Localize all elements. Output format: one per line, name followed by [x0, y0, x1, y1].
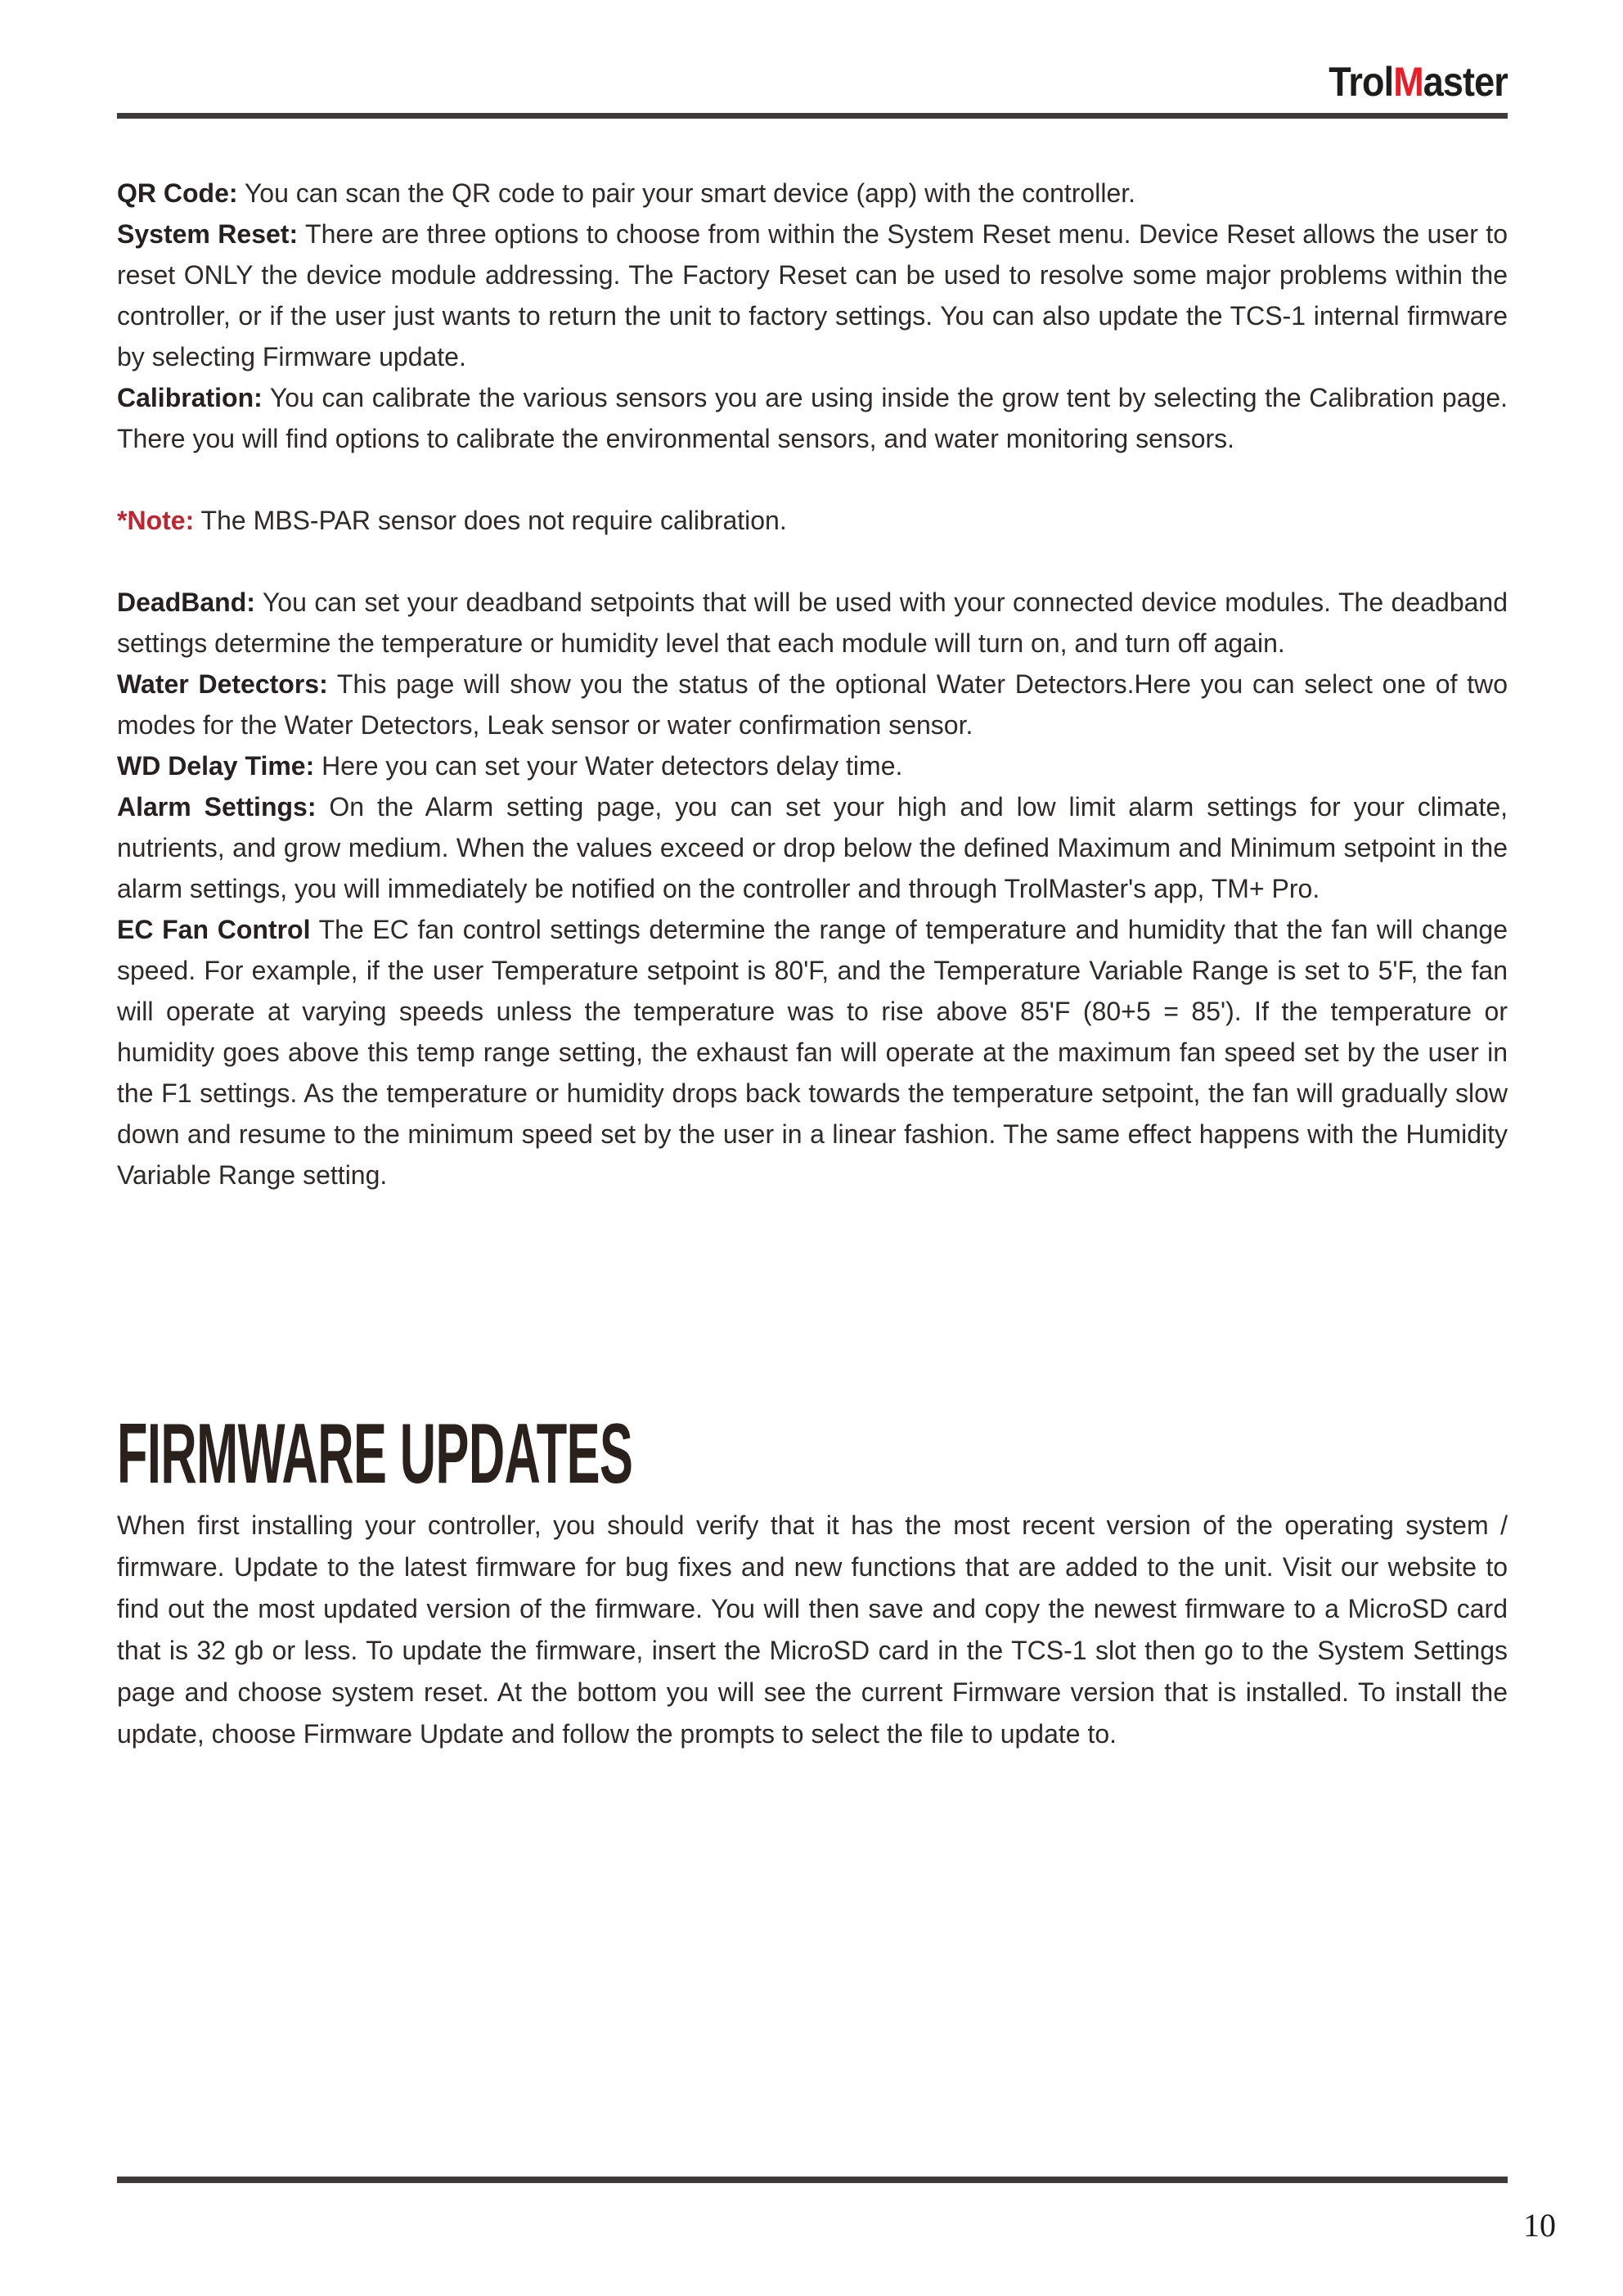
term-label: QR Code: [117, 178, 238, 208]
definition-entry-alarm-settings [117, 786, 1508, 909]
entry-body: You can scan the QR code to pair your smart device (app) with the controller. [244, 178, 1136, 208]
page-header [117, 59, 1508, 105]
note-label: *Note: [117, 506, 195, 535]
term-label: Water Detectors: [117, 669, 328, 699]
term-label: WD Delay Time: [117, 751, 315, 781]
entry-body: This page will show you the status of the optional Water Detectors.Here you can select one of two modes for the Water Detectors, Leak sensor or water confirmation sensor. [117, 669, 1508, 740]
logo-text-m: M [1393, 59, 1423, 105]
trolmaster-logo [1329, 59, 1508, 105]
logo-text-aster: aster [1423, 59, 1508, 105]
entry-body: You can calibrate the various sensors you are using inside the grow tent by selecting the Calibration page. There you will find options to calibrate the environmental sensors, and water monitoring sensors. [117, 383, 1508, 453]
term-label: Alarm Settings: [117, 792, 317, 822]
calibration-note [117, 500, 1508, 541]
entry-body: The EC fan control settings determine the range of temperature and humidity that the fan will change speed. For example, if the user Temperature setpoint is 80'F, and the Temperature Variable Range is set to 5'F, the fan will operate at varying speeds unless the temperature was to rise above 85'F (80+5 = 85'). If the temperature or humidity goes above this temp range setting, the exhaust fan will operate at the maximum fan speed set by the user in the F1 settings. As the temperature or humidity drops back towards the temperature setpoint, the fan will gradually slow down and resume to the minimum speed set by the user in a linear fashion. The same effect happens with the Humidity Variable Range setting. [117, 915, 1508, 1190]
entry-body: On the Alarm setting page, you can set your high and low limit alarm settings for your climate, nutrients, and grow medium. When the values exceed or drop below the defined Maximum and Minimum setpoint in the alarm settings, you will immediately be notified on the controller and through TrolMaster's app, TM+ Pro. [117, 792, 1508, 903]
footer-rule [117, 2177, 1508, 2183]
body-content [117, 173, 1508, 1755]
term-label: System Reset: [117, 219, 299, 249]
term-label: Calibration: [117, 383, 263, 412]
firmware-updates-heading: FIRMWARE UPDATES [117, 1407, 633, 1501]
page-number: 10 [1523, 2207, 1556, 2244]
definition-entry-system-reset [117, 214, 1508, 377]
definition-entry-calibration [117, 377, 1508, 459]
note-body: The MBS-PAR sensor does not require calibration. [200, 506, 787, 535]
firmware-updates-paragraph: When first installing your controller, you should verify that it has the most recent version of the operating system / firmware. Update to the latest firmware for bug fixes and new functions that are added to the unit. Visit our website to find out the most updated version of the firmware. You will then save and copy the newest firmware to a MicroSD card that is 32 gb or less. To update the firmware, insert the MicroSD card in the TCS-1 slot then go to the System Settings page and choose system reset. At the bottom you will see the current Firmware version that is installed. To install the update, choose Firmware Update and follow the prompts to select the file to update to. [117, 1510, 1508, 1749]
header-rule [117, 113, 1508, 119]
definition-entry-wd-delay-time [117, 745, 1508, 786]
entry-body: There are three options to choose from within the System Reset menu. Device Reset allows the user to reset ONLY the device module addressing. The Factory Reset can be used to resolve some major problems within the controller, or if the user just wants to return the unit to factory settings. You can also update the TCS-1 internal firmware by selecting Firmware update. [117, 219, 1508, 371]
term-label: DeadBand: [117, 588, 255, 617]
definition-entry-deadband [117, 582, 1508, 664]
definition-entry-water-detectors [117, 664, 1508, 745]
logo-text-trol: Trol [1329, 59, 1394, 105]
definition-entry-ec-fan-control [117, 909, 1508, 1195]
entry-body: You can set your deadband setpoints that will be used with your connected device modules. The deadband settings determine the temperature or humidity level that each module will turn on, and turn off again. [117, 588, 1508, 658]
definition-entry-qr-code [117, 173, 1508, 214]
term-label: EC Fan Control [117, 915, 311, 944]
entry-body: Here you can set your Water detectors delay time. [321, 751, 903, 781]
